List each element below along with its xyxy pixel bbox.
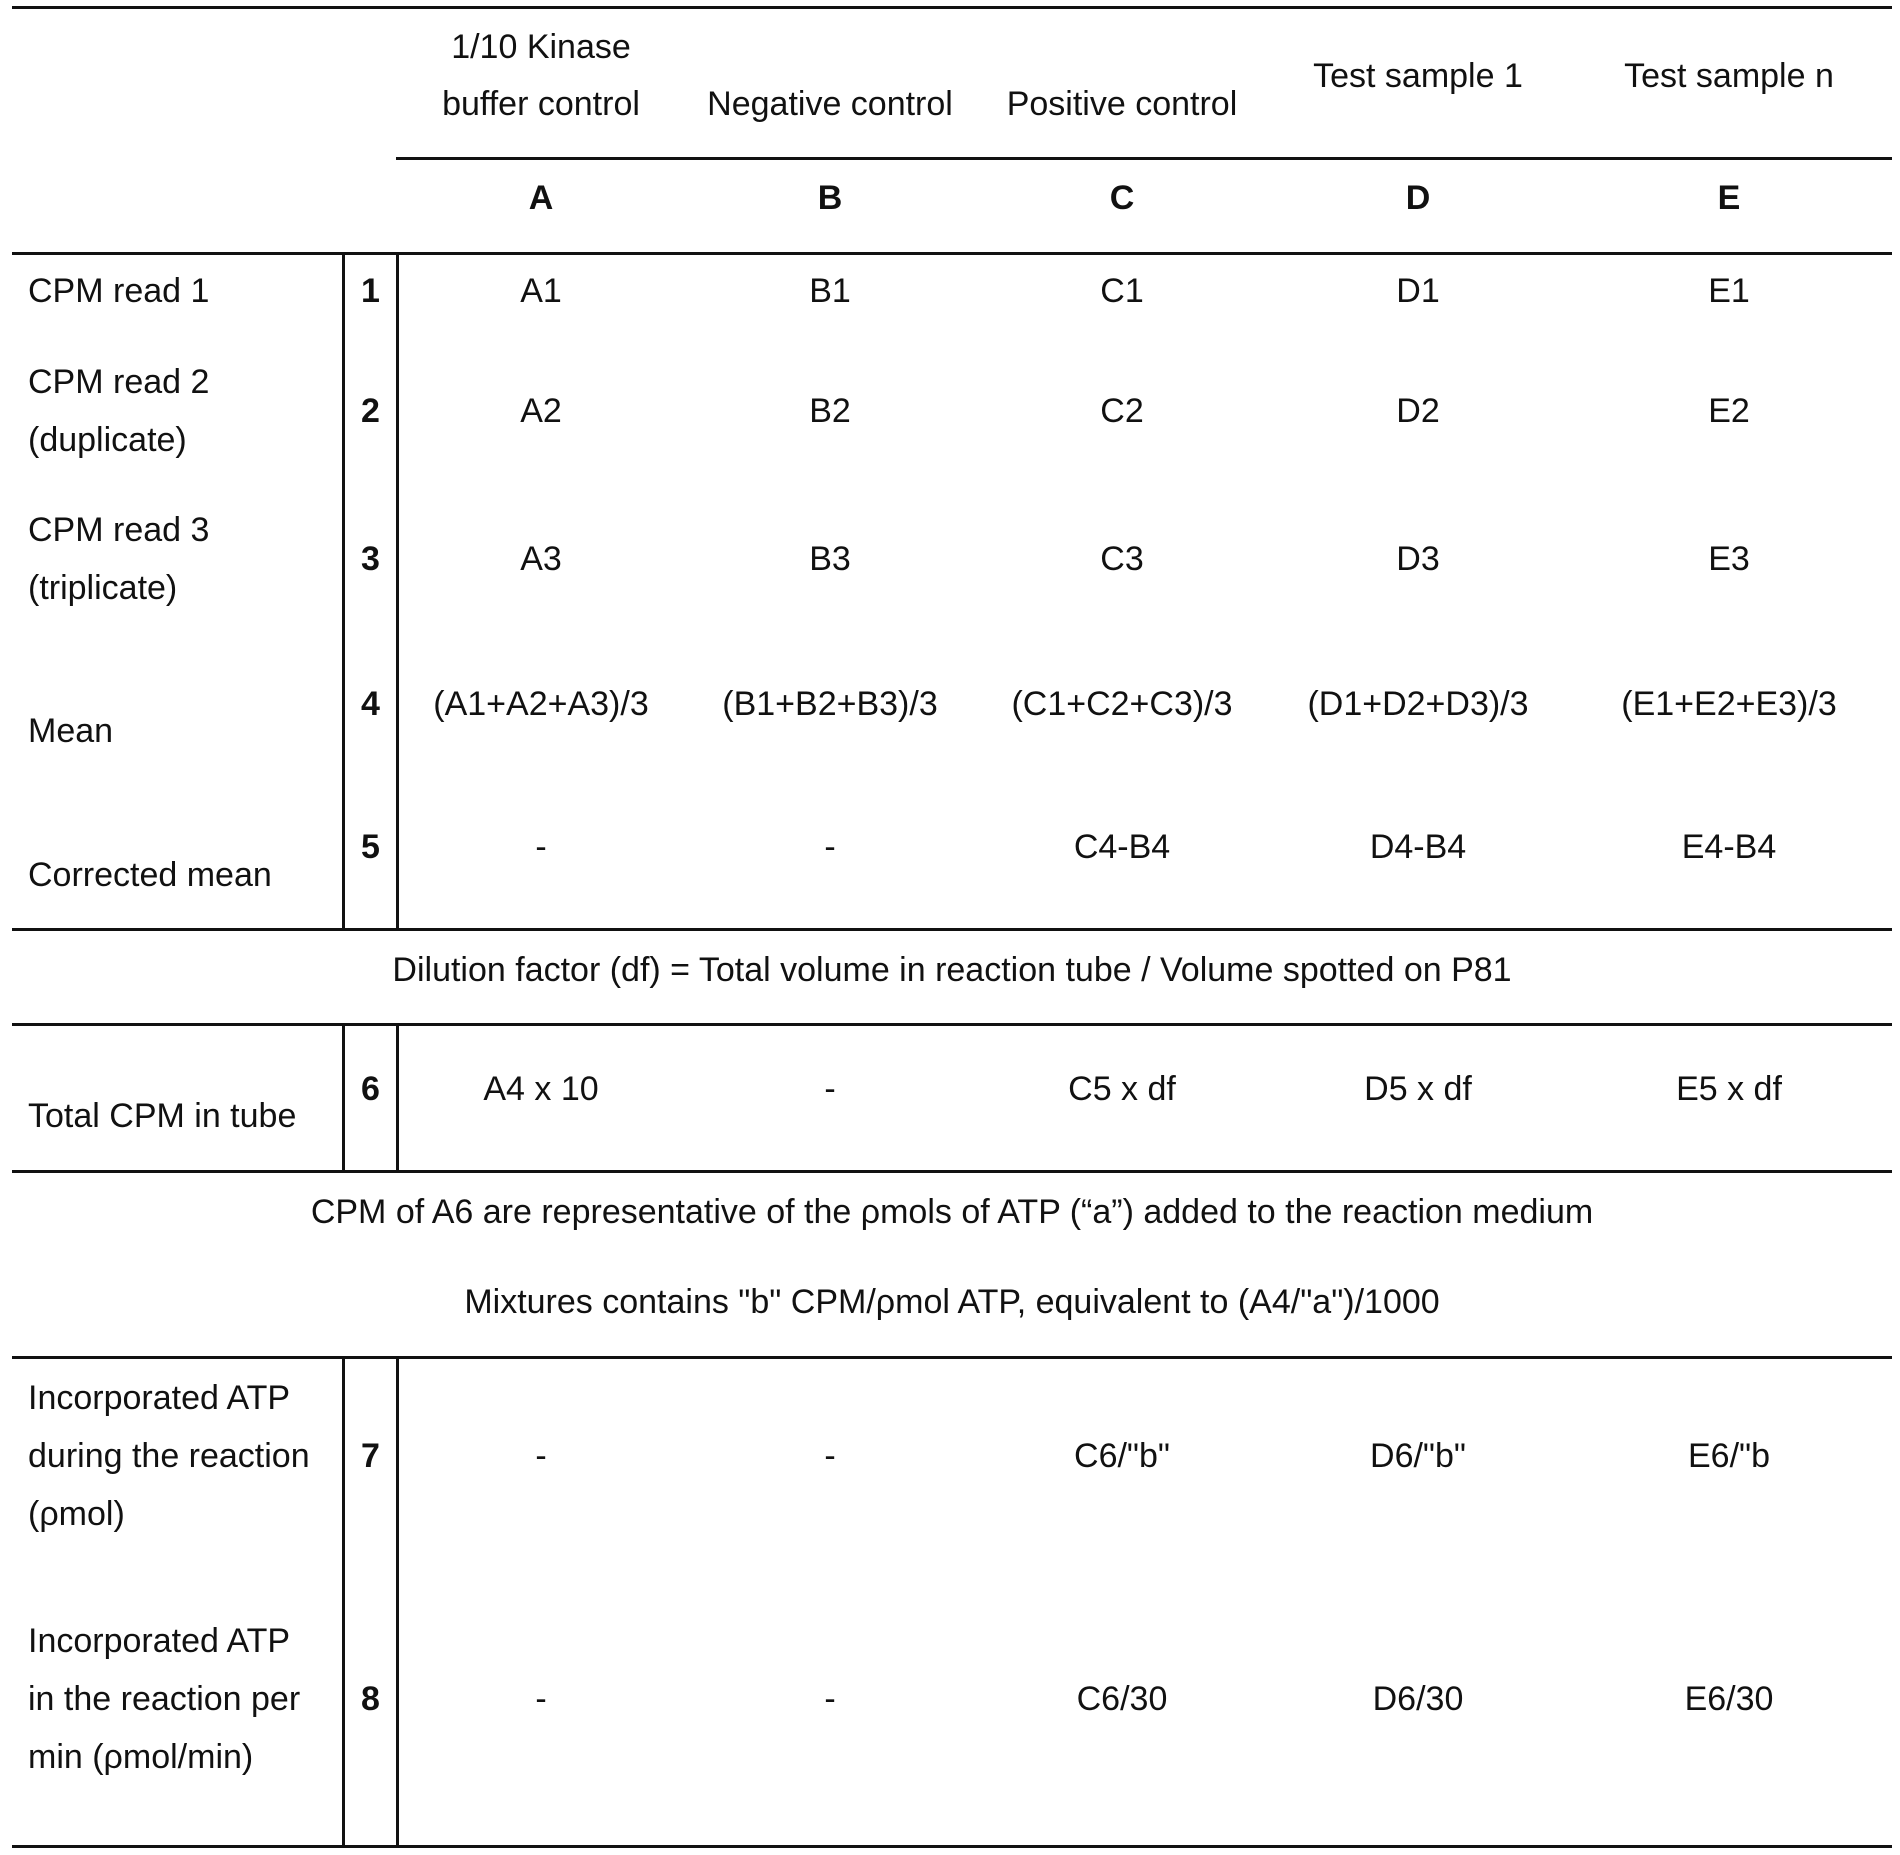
row-label: during the reaction [28,1437,310,1475]
row-label: (triplicate) [28,569,178,607]
table-cell: (E1+E2+E3)/3 [1621,685,1837,723]
table-cell: D2 [1396,392,1440,430]
table-cell: C6/30 [1076,1680,1168,1718]
row-label: (duplicate) [28,421,187,459]
row-number: 8 [361,1680,380,1718]
table-cell: E1 [1708,272,1750,310]
column-letter-a: A [528,179,554,217]
row-label: Corrected mean [28,856,272,894]
table-cell: B3 [809,540,851,578]
row-label: CPM read 3 [28,511,210,549]
row-label: Incorporated ATP [28,1622,291,1660]
row-number: 3 [361,540,380,578]
table-cell: B1 [809,272,851,310]
row-number: 2 [361,392,380,430]
table-cell: - [535,1680,547,1718]
row-label: CPM read 2 [28,363,210,401]
table-cell: A3 [520,540,562,578]
table-cell: D4-B4 [1369,828,1467,866]
column-letter-b: B [817,179,843,217]
table-cell: - [535,1437,547,1475]
bottom-rule [12,1845,1892,1848]
table-cell: (A1+A2+A3)/3 [433,685,649,723]
column-header-a-line2: buffer control [442,85,640,123]
table-cell: D3 [1396,540,1440,578]
table-cell: - [824,828,836,866]
table-cell: - [824,1680,836,1718]
table-cell: C3 [1100,540,1144,578]
table-cell: E6/30 [1684,1680,1774,1718]
row-number: 4 [361,685,380,723]
mixtures-note: Mixtures contains "b" CPM/ρmol ATP, equivalent to (A4/"a")/1000 [464,1283,1440,1321]
row-label: in the reaction per [28,1680,301,1718]
table-cell: B2 [809,392,851,430]
header-divider [396,157,1892,160]
column-header-b: Negative control [707,85,953,123]
row-label: min (ρmol/min) [28,1738,254,1776]
table-cell: D6/"b" [1370,1437,1466,1475]
table-cell: A4 x 10 [483,1070,599,1108]
table-cell: C2 [1100,392,1144,430]
table-cell: E2 [1708,392,1750,430]
table-cell: - [535,828,547,866]
header-bottom-rule [12,252,1892,255]
table-cell: (B1+B2+B3)/3 [722,685,938,723]
column-header-e: Test sample n [1624,57,1834,95]
table-cell: C4-B4 [1073,828,1171,866]
table-cell: E3 [1708,540,1750,578]
table-cell: - [824,1437,836,1475]
table-cell: D6/30 [1372,1680,1464,1718]
column-letter-e: E [1717,179,1741,217]
table-cell: C6/"b" [1074,1437,1170,1475]
table-cell: E4-B4 [1681,828,1777,866]
row-label: Mean [28,712,114,750]
row-label: Incorporated ATP [28,1379,291,1417]
section-rule [12,1170,1892,1173]
section-rule [12,1356,1892,1359]
table-cell: D5 x df [1364,1070,1472,1108]
column-header-c: Positive control [1006,85,1238,123]
row-number: 5 [361,828,380,866]
top-rule [12,6,1892,9]
cpm-a6-note: CPM of A6 are representative of the ρmols of ATP (“a”) added to the reaction medium [310,1193,1594,1231]
table-cell: C1 [1100,272,1144,310]
row-number: 1 [361,272,380,310]
table-cell: D1 [1396,272,1440,310]
table-cell: E6/"b [1687,1437,1770,1475]
table-cell: - [824,1070,836,1108]
row-label: (ρmol) [28,1495,125,1533]
section-rule [12,1023,1892,1026]
row-label: Total CPM in tube [28,1097,297,1135]
section-rule [12,928,1892,931]
column-header-d: Test sample 1 [1313,57,1523,95]
table-cell: A2 [520,392,562,430]
table-cell: C5 x df [1068,1070,1176,1108]
table-cell: (D1+D2+D3)/3 [1307,685,1529,723]
column-letter-d: D [1405,179,1431,217]
row-label: CPM read 1 [28,272,210,310]
table-cell: E5 x df [1676,1070,1782,1108]
dilution-factor-note: Dilution factor (df) = Total volume in reaction tube / Volume spotted on P81 [392,951,1512,989]
column-header-a-line1: 1/10 Kinase [451,28,631,66]
table-cell: A1 [520,272,562,310]
row-number: 7 [361,1437,380,1475]
column-letter-c: C [1109,179,1135,217]
row-number: 6 [361,1070,380,1108]
table-cell: (C1+C2+C3)/3 [1011,685,1233,723]
